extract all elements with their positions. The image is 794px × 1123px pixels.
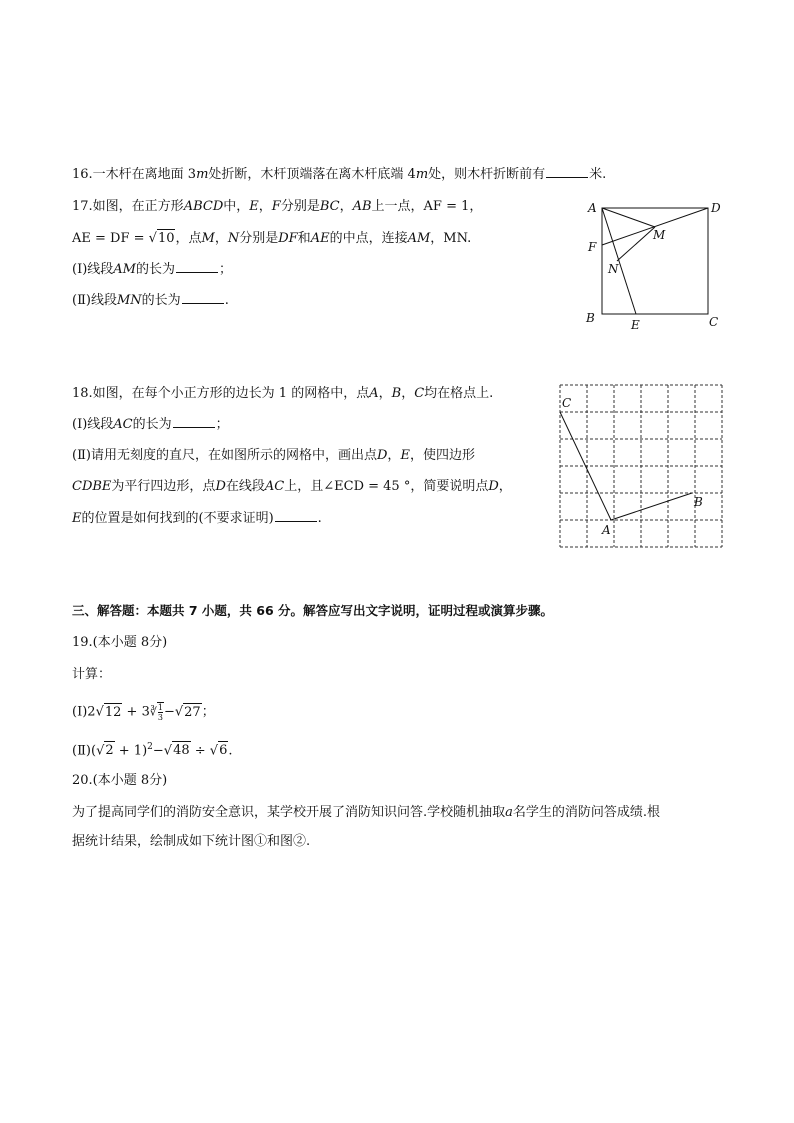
label-b: B [586, 311, 595, 325]
label-f: F [588, 240, 597, 254]
answer-blank [176, 260, 218, 273]
segment-ab [611, 493, 692, 520]
label-n: N [608, 262, 619, 276]
square-figure [580, 196, 730, 336]
question-18-line-1: 18.如图，在每个小正方形的边长为 1 的网格中，点A，B，C均在格点上. [72, 386, 494, 401]
label-b: B [694, 495, 703, 509]
question-18-part-2-line-3: E的位置是如何找到的(不要求证明) . [72, 511, 322, 526]
question-16: 16.一木杆在离地面 3m处折断，木杆顶端落在离木杆底端 4m处，则木杆折断前有 米. [72, 167, 607, 182]
label-c: C [562, 396, 572, 410]
label-a: A [602, 523, 611, 537]
label-m: M [653, 228, 666, 242]
segment-ae [602, 208, 636, 314]
square-abcd [602, 208, 708, 314]
question-20-heading: 20.(本小题 8分) [72, 773, 168, 788]
question-19-part-2: (Ⅱ)(√2 + 1)$^2$−√48 ÷ √6. [72, 742, 233, 759]
grid-figure [555, 380, 727, 552]
answer-blank [546, 165, 588, 178]
label-c: C [709, 315, 719, 329]
answer-blank [275, 509, 317, 522]
question-17-part-2: (Ⅱ)线段MN的长为 . [72, 293, 229, 308]
segment-am [602, 208, 655, 227]
question-17-line-1: 17.如图，在正方形ABCD中，E，F分别是BC，AB上一点，AF = 1， [72, 199, 483, 214]
label-a: A [588, 201, 597, 215]
label-e: E [631, 318, 640, 332]
dashed-grid [560, 385, 722, 547]
question-20-line-2: 据统计结果，绘制成如下统计图①和图②. [72, 834, 311, 849]
question-17-part-1: (Ⅰ)线段AM的长为 ； [72, 262, 233, 277]
question-18-part-1: (Ⅰ)线段AC的长为 ； [72, 417, 229, 432]
question-17-line-2: AE = DF = √10，点M，N分别是DF和AE的中点，连接AM，MN. [72, 231, 472, 246]
question-18-part-2-line-2: CDBE为平行四边形，点D在线段AC上，且∠ECD = 45 °，简要说明点D， [72, 479, 512, 494]
label-d: D [711, 201, 721, 215]
question-19-prompt: 计算： [72, 667, 112, 682]
segment-mn [617, 227, 655, 261]
section-3-heading: 三、解答题：本题共 7 小题，共 66 分。解答应写出文字说明，证明过程或演算步骤。 [72, 603, 554, 618]
question-20-line-1: 为了提高同学们的消防安全意识，某学校开展了消防知识问答.学校随机抽取a名学生的消防问答成绩.根 [72, 805, 661, 820]
question-19-heading: 19.(本小题 8分) [72, 635, 168, 650]
answer-blank [173, 415, 215, 428]
question-18-part-2-line-1: (Ⅱ)请用无刻度的直尺，在如图所示的网格中，画出点D，E，使四边形 [72, 448, 475, 463]
question-19-part-1: (Ⅰ)2√12 + 3∛ $\frac{1}{3}$ −√27； [72, 703, 215, 722]
answer-blank [182, 291, 224, 304]
